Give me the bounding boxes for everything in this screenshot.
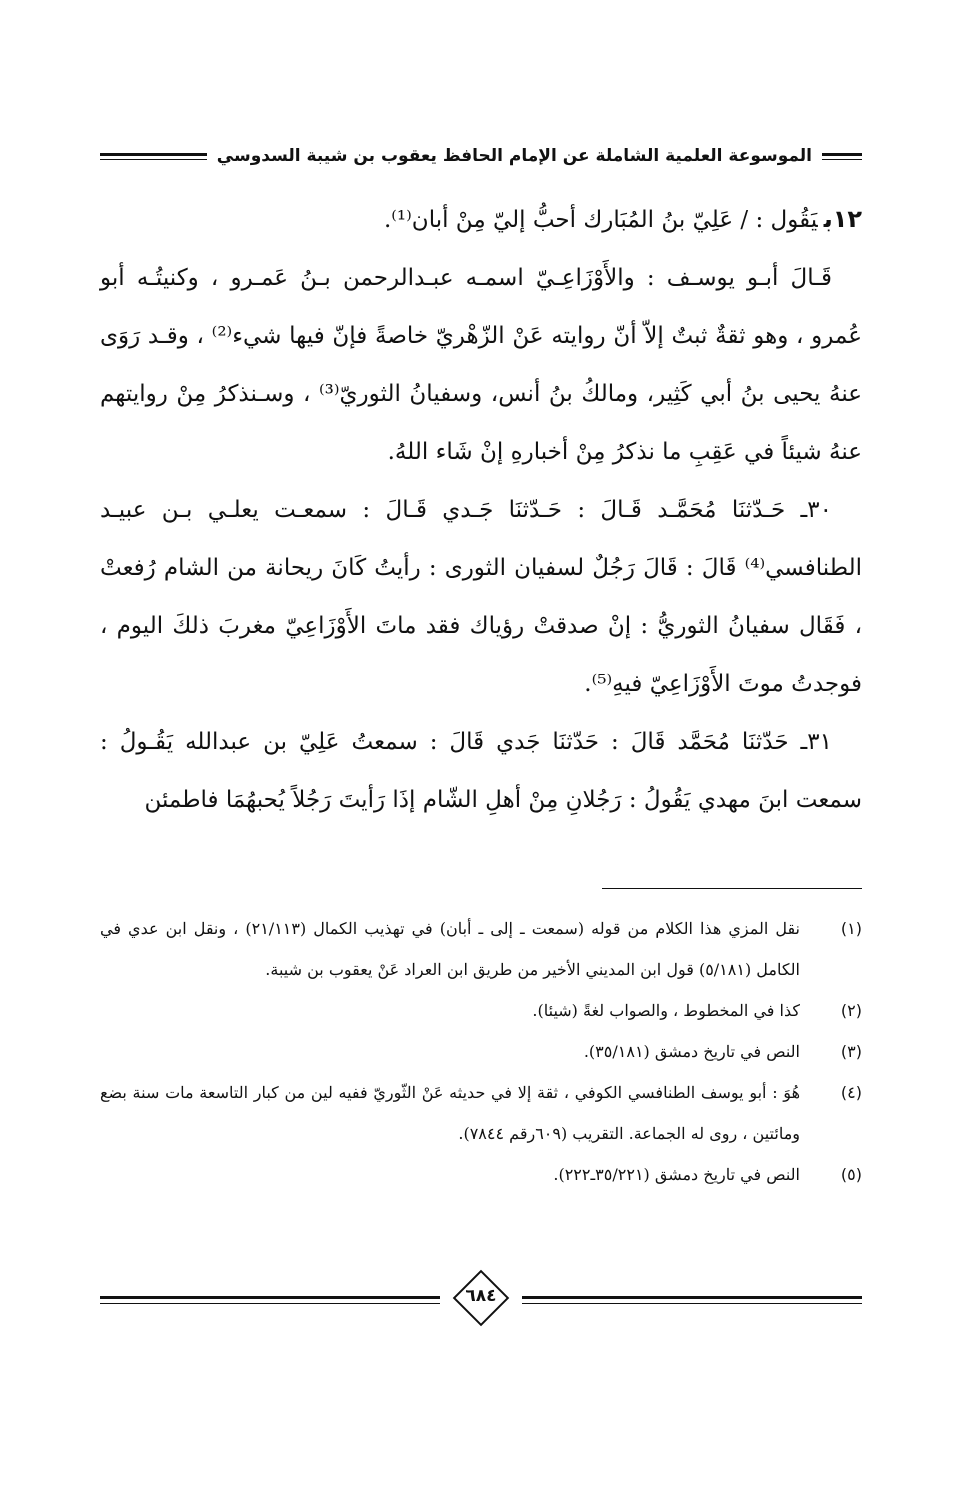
footnote-2 [100, 990, 862, 1031]
footer-rule-left [100, 1296, 440, 1304]
page-footer [100, 1276, 862, 1326]
footnote-separator [602, 888, 862, 889]
header-title: الموسوعة العلمية الشاملة عن الإمام الحافظ يعقوب بن شيبة السدوسي [216, 146, 812, 166]
footnote-text: النص في تاريخ دمشق (٣٥/٢٢١ـ٢٢٢). [553, 1165, 800, 1184]
header-rule-right [822, 153, 862, 160]
footnote-number: (٣) [840, 1042, 862, 1061]
footnote-4 [100, 1072, 862, 1154]
footnote-number: (٢) [840, 1001, 862, 1020]
footnotes [100, 908, 862, 1195]
running-header [100, 140, 862, 172]
footnote-5 [100, 1154, 862, 1195]
paragraph-2: قَـالَ أبـو يوسـف : والأَوْزَاعِـيّ اسمـه عبـدالرحمن بـنُ عَمـرو ، وكنيتُـه أبو عُمرو ، وهو ثقةٌ ثبتٌ إلاّ أنّ روايته عَنْ الزّهْريّ خاصةً فإنّ فيها شيء⁽²⁾ ، وقـد رَوَى عنهُ يحيى بنُ أبي كَثِير، ومالكُ بنُ أنس، وسفيانُ الثوريّ⁽³⁾ ، وسـنذكرُ مِنْ روايتهم عنهُ شيئاً في عَقِبِ ما نذكرُ مِنْ أخبارهِ إنْ شَاء اللهُ. [100, 265, 862, 465]
paragraph-1-text: يَقُول : / عَلِيّ بنُ المُبَارك أحبُّ إليّ مِنْ أبان⁽¹⁾. [383, 207, 818, 233]
footnote-1 [100, 908, 862, 990]
footnote-text: نقل المزي هذا الكلام من قوله (سمعت ـ إلى ـ أبان) في تهذيب الكمال (٢١/١١٣) ، ونقل ابن عدي في الكامل (٥/١٨١) قول ابن المديني الأخير من طريق ابن العراد عَنْ يعقوب بن شيبة. [100, 919, 800, 979]
footnote-text: كذا في المخطوط ، والصواب لغةً (شيئا). [532, 1001, 800, 1020]
footnote-number: (٤) [840, 1083, 862, 1102]
header-rule-left [100, 153, 207, 160]
manuscript-folio-marker: ١٢ب [823, 205, 862, 233]
main-text [100, 190, 862, 829]
footnote-3 [100, 1031, 862, 1072]
paragraph-1 [100, 190, 862, 249]
footnote-text: هُوَ : أبو يوسف الطنافسي الكوفي ، ثقة إلا في حديثه عَنْ الثّوريّ ففيه لين من كبار التاسعة مات سنة بضع ومائتين ، روى له الجماعة. التقريب (٦٠٩رقم ٧٨٤٤). [100, 1083, 800, 1143]
page-number: ٦٨٤ [465, 1286, 497, 1306]
footnote-text: النص في تاريخ دمشق (٣٥/١٨١). [583, 1042, 800, 1061]
footnote-number: (٥) [840, 1165, 862, 1184]
footer-rule-right [522, 1296, 862, 1304]
footnote-number: (١) [840, 919, 862, 938]
hadith-30: ٣٠ـ حَـدّثنَا مُحَمَّـد قَـالَ : حَـدّثنَا جَـدي قَـالَ : سمعـت يعلـي بـن عبيـد الطنافسي⁽⁴⁾ قَالَ : قَالَ رَجُلٌ لسفيان الثورى : رأيتُ كَانَ ريحانة من الشام رُفعتْ ، فَقَال سفيانُ الثوريُّ : إنْ صدقتْ رؤياك فقد ماتَ الأَوْزَاعِيّ مغربَ ذلكَ اليوم ، فوجدتُ موتَ الأَوْزَاعِيّ فيهِ⁽⁵⁾. [100, 497, 862, 697]
hadith-31: ٣١ـ حَدّثنَا مُحَمَّد قَالَ : حَدّثنَا جَدي قَالَ : سمعتُ عَلِيّ بن عبدالله يَقُـولُ : سمعت ابنَ مهدي يَقُولُ : رَجُلانِ مِنْ أهلِ الشّام إذَا رَأيتَ رَجُلاً يُحبهُمَا فاطمئن [100, 729, 862, 813]
